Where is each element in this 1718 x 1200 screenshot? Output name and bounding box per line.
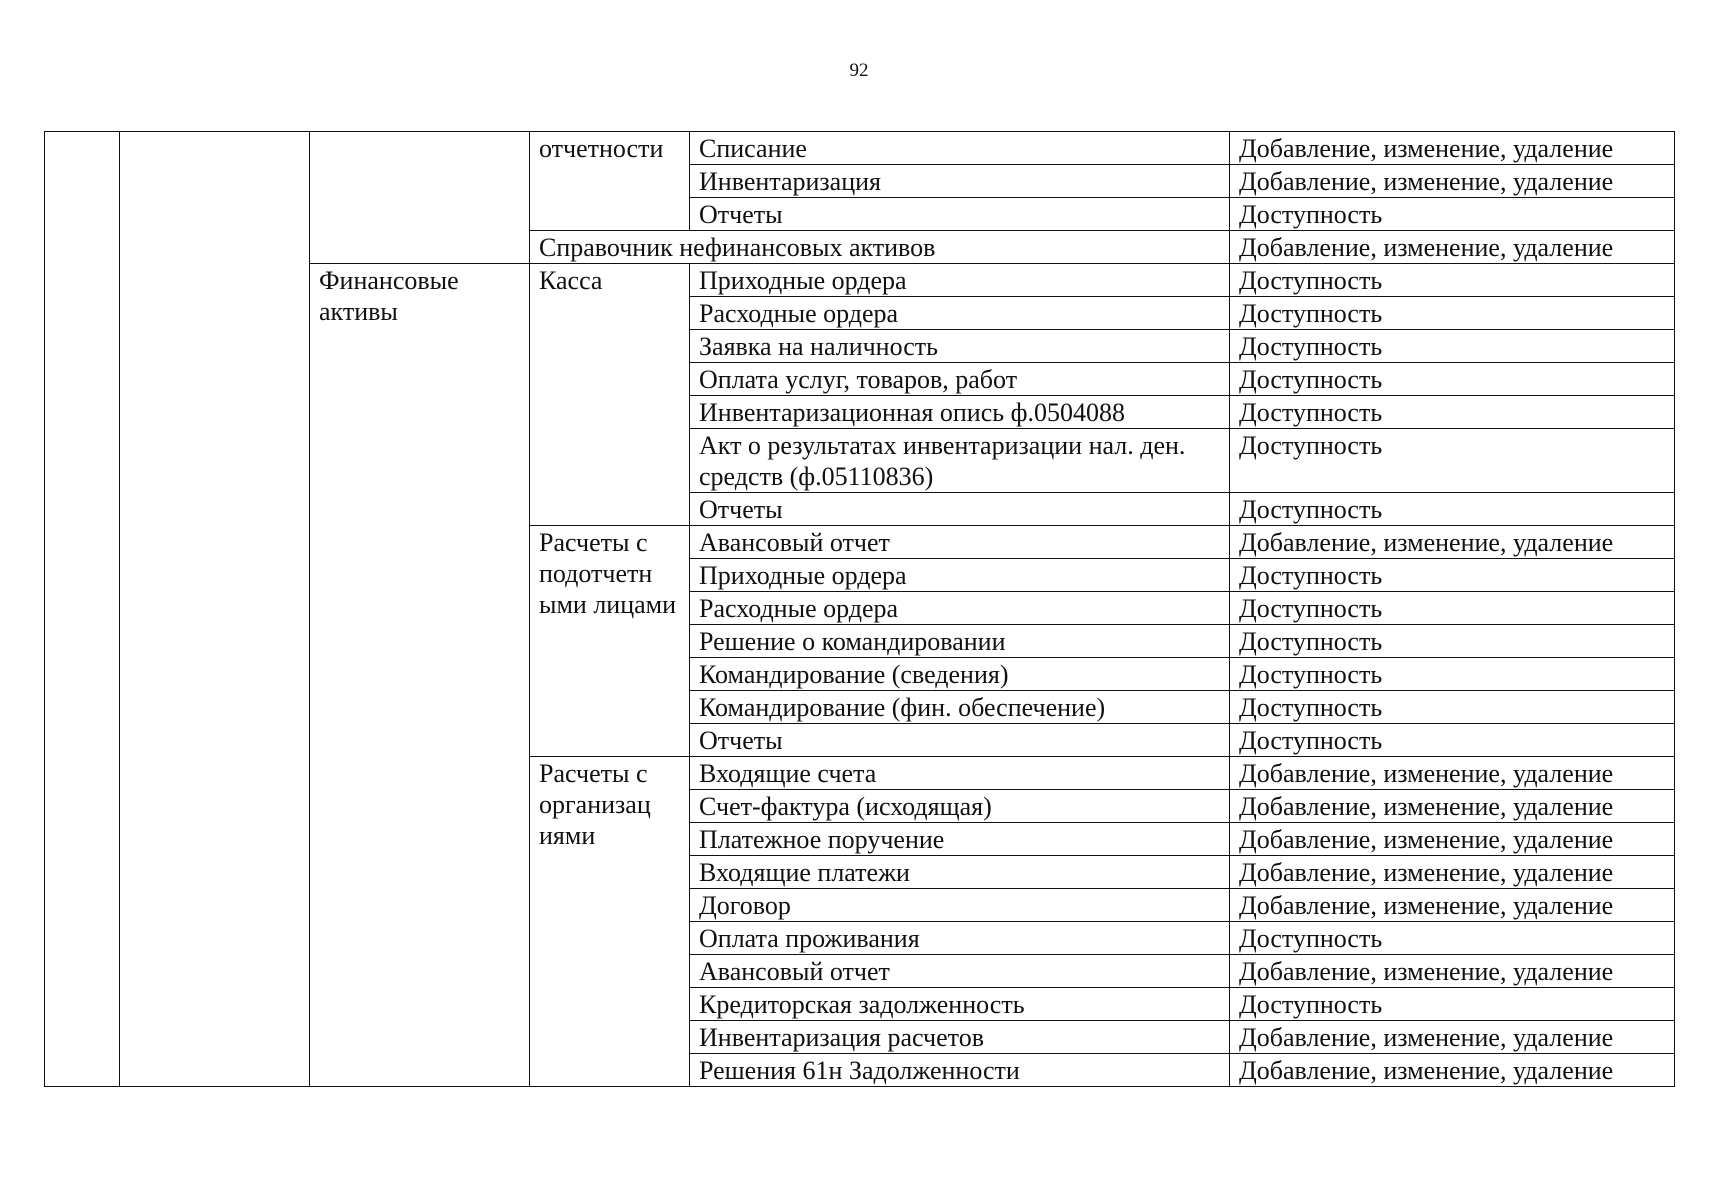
item-name: Справочник нефинансовых активов	[530, 231, 1230, 264]
item-access: Доступность	[1230, 429, 1675, 493]
item-access: Доступность	[1230, 592, 1675, 625]
group-label: Расчеты с организац иями	[530, 757, 690, 1087]
item-name: Оплата услуг, товаров, работ	[690, 363, 1230, 396]
item-access: Добавление, изменение, удаление	[1230, 1054, 1675, 1087]
item-access: Доступность	[1230, 493, 1675, 526]
item-name: Авансовый отчет	[690, 526, 1230, 559]
item-access: Доступность	[1230, 625, 1675, 658]
item-access: Доступность	[1230, 264, 1675, 297]
item-name: Списание	[690, 132, 1230, 165]
empty-cell-col2	[120, 132, 310, 1087]
item-name: Командирование (фин. обеспечение)	[690, 691, 1230, 724]
item-access: Добавление, изменение, удаление	[1230, 1021, 1675, 1054]
item-access: Доступность	[1230, 658, 1675, 691]
table-row	[45, 132, 1675, 165]
item-name: Приходные ордера	[690, 559, 1230, 592]
item-name: Входящие платежи	[690, 856, 1230, 889]
item-name: Отчеты	[690, 724, 1230, 757]
item-access: Добавление, изменение, удаление	[1230, 526, 1675, 559]
item-name: Кредиторская задолженность	[690, 988, 1230, 1021]
item-name: Договор	[690, 889, 1230, 922]
item-name: Входящие счета	[690, 757, 1230, 790]
item-name: Оплата проживания	[690, 922, 1230, 955]
access-rights-table	[44, 131, 1675, 1087]
item-name: Решение о командировании	[690, 625, 1230, 658]
subgroup-label: отчетности	[530, 132, 690, 231]
item-access: Добавление, изменение, удаление	[1230, 889, 1675, 922]
item-name: Инвентаризация расчетов	[690, 1021, 1230, 1054]
section-label: Финансовые активы	[310, 264, 530, 1087]
item-access: Добавление, изменение, удаление	[1230, 231, 1675, 264]
access-table-body	[45, 132, 1675, 1087]
item-name: Авансовый отчет	[690, 955, 1230, 988]
empty-cell-col1	[45, 132, 120, 1087]
item-access: Добавление, изменение, удаление	[1230, 856, 1675, 889]
item-access: Добавление, изменение, удаление	[1230, 165, 1675, 198]
item-name: Инвентаризационная опись ф.0504088	[690, 396, 1230, 429]
page-number: 92	[849, 60, 869, 81]
item-name: Заявка на наличность	[690, 330, 1230, 363]
item-access: Добавление, изменение, удаление	[1230, 823, 1675, 856]
item-name: Отчеты	[690, 493, 1230, 526]
group-label: Касса	[530, 264, 690, 526]
item-access: Доступность	[1230, 988, 1675, 1021]
item-name: Приходные ордера	[690, 264, 1230, 297]
item-access: Доступность	[1230, 297, 1675, 330]
item-access: Доступность	[1230, 363, 1675, 396]
item-access: Доступность	[1230, 922, 1675, 955]
item-name: Решения 61н Задолженности	[690, 1054, 1230, 1087]
item-access: Добавление, изменение, удаление	[1230, 790, 1675, 823]
item-name: Инвентаризация	[690, 165, 1230, 198]
item-name: Акт о результатах инвентаризации нал. ден. средств (ф.05110836)	[690, 429, 1230, 493]
item-name: Платежное поручение	[690, 823, 1230, 856]
item-access: Доступность	[1230, 396, 1675, 429]
item-name: Командирование (сведения)	[690, 658, 1230, 691]
item-access: Доступность	[1230, 691, 1675, 724]
item-name: Расходные ордера	[690, 297, 1230, 330]
item-name: Расходные ордера	[690, 592, 1230, 625]
item-access: Доступность	[1230, 724, 1675, 757]
item-access: Добавление, изменение, удаление	[1230, 132, 1675, 165]
item-name: Счет-фактура (исходящая)	[690, 790, 1230, 823]
group-label: Расчеты с подотчетн ыми лицами	[530, 526, 690, 757]
item-access: Добавление, изменение, удаление	[1230, 757, 1675, 790]
item-access: Доступность	[1230, 559, 1675, 592]
item-access: Добавление, изменение, удаление	[1230, 955, 1675, 988]
item-access: Доступность	[1230, 330, 1675, 363]
item-name: Отчеты	[690, 198, 1230, 231]
item-access: Доступность	[1230, 198, 1675, 231]
empty-cell-col3	[310, 132, 530, 264]
